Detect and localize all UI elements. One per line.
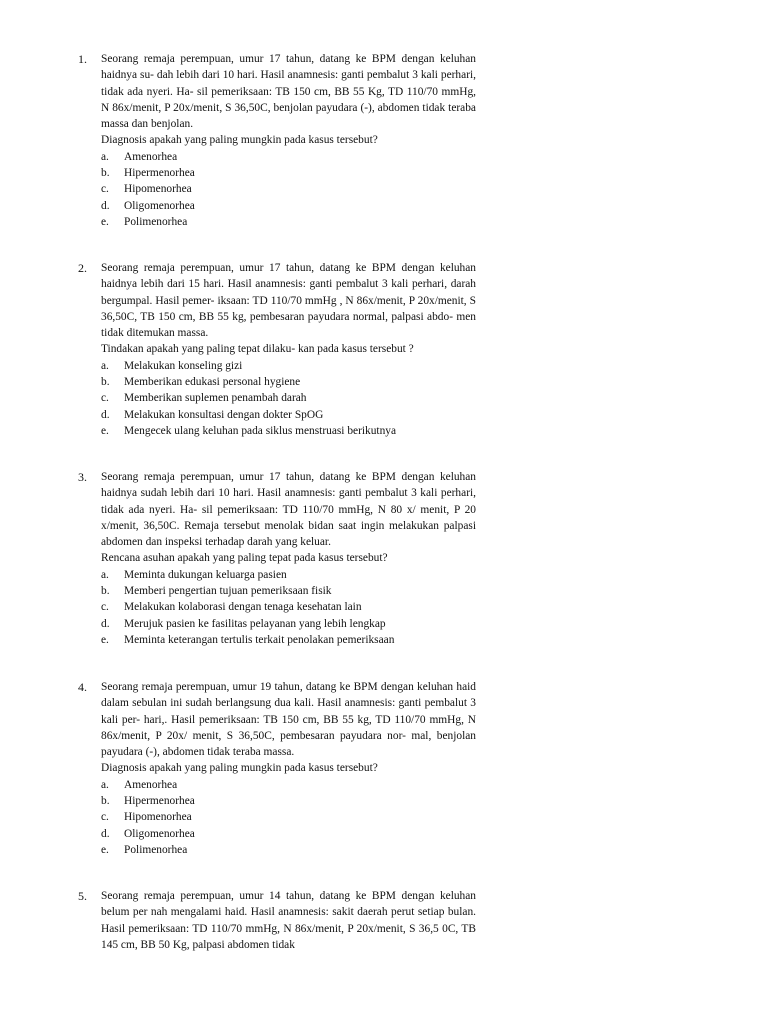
option-d	[101, 407, 476, 423]
option-list	[101, 567, 476, 648]
question-number: 2.	[78, 261, 87, 275]
option-letter: d.	[101, 617, 110, 630]
option-text: Merujuk pasien ke fasilitas pelayanan yang lebih lengkap	[124, 617, 386, 630]
option-list	[101, 149, 476, 230]
option-list	[101, 358, 476, 439]
option-c	[101, 599, 476, 615]
option-d	[101, 616, 476, 632]
option-d	[101, 198, 476, 214]
question-body	[101, 260, 476, 439]
option-letter: a.	[101, 568, 109, 581]
question-prompt: Rencana asuhan apakah yang paling tepat pada kasus tersebut?	[101, 552, 388, 565]
option-a	[101, 358, 476, 374]
option-e	[101, 842, 476, 858]
option-text: Hipomenorhea	[124, 183, 192, 196]
option-b	[101, 583, 476, 599]
option-letter: c.	[101, 392, 109, 405]
question-prompt: Tindakan apakah yang paling tepat dilaku- kan pada kasus tersebut ?	[101, 343, 414, 356]
option-list	[101, 777, 476, 858]
option-text: Polimenorhea	[124, 215, 188, 228]
option-letter: a.	[101, 150, 109, 163]
option-e	[101, 214, 476, 230]
question-body	[101, 51, 476, 230]
option-b	[101, 165, 476, 181]
option-letter: d.	[101, 408, 110, 421]
option-text: Oligomenorhea	[124, 199, 195, 212]
option-text: Melakukan konsultasi dengan dokter SpOG	[124, 408, 324, 421]
option-text: Memberi pengertian tujuan pemeriksaan fisik	[124, 585, 332, 598]
question-body	[101, 679, 476, 858]
option-a	[101, 567, 476, 583]
option-letter: a.	[101, 359, 109, 372]
option-letter: e.	[101, 424, 109, 437]
option-letter: b.	[101, 167, 110, 180]
question-prompt: Diagnosis apakah yang paling mungkin pada kasus tersebut?	[101, 762, 378, 775]
option-letter: c.	[101, 183, 109, 196]
question-number: 1.	[78, 52, 87, 66]
option-text: Oligomenorhea	[124, 827, 195, 840]
option-letter: e.	[101, 633, 109, 646]
question-text: Seorang remaja perempuan, umur 17 tahun, datang ke BPM dengan keluhan haidnya lebih dari 15 hari. Hasil anamnesis: ganti pembalut 3 kali perhari, darah bergumpal. Hasil pemer- iksaan: TD 110/70 mmHg , N 86x/menit, P 20x/menit, S 36,50C, TB 150 cm, BB 55 kg, pembesaran payudara normal, palpasi abdo- men tidak ditemukan massa.	[101, 262, 476, 340]
option-text: Hipomenorhea	[124, 811, 192, 824]
question-body	[101, 469, 476, 648]
option-letter: a.	[101, 778, 109, 791]
option-c	[101, 181, 476, 197]
option-c	[101, 390, 476, 406]
question-text: Seorang remaja perempuan, umur 19 tahun, datang ke BPM dengan keluhan haid dalam sebulan ini sudah berlangsung dua kali. Hasil anamnesis: ganti pembalut 3 kali per- hari,. Hasil pemeriksaan: TB 150 cm, BB 55 kg, TD 110/70 mmHg, N 86x/menit, P 20x/ menit, S 36,50C, pembesaran payudara nor- mal, benjolan payudara (-), abdomen tidak teraba massa.	[101, 681, 476, 759]
option-b	[101, 793, 476, 809]
option-c	[101, 809, 476, 825]
option-a	[101, 777, 476, 793]
option-letter: e.	[101, 843, 109, 856]
question-prompt: Diagnosis apakah yang paling mungkin pada kasus tersebut?	[101, 134, 378, 147]
question-text: Seorang remaja perempuan, umur 17 tahun, datang ke BPM dengan keluhan haidnya sudah lebih dari 10 hari. Hasil anamnesis: ganti pembalut 3 kali perhari, tidak ada nyeri. Ha- sil pemeriksaan: TD 110/70 mmHg, N 80 x/ menit, P 20 x/menit, 36,50C. Remaja tersebut menolak bidan saat ingin melakukan palpasi abdomen dan inspeksi terhadap darah yang keluar.	[101, 471, 476, 549]
option-letter: e.	[101, 215, 109, 228]
option-text: Meminta keterangan tertulis terkait penolakan pemeriksaan	[124, 633, 395, 646]
option-text: Polimenorhea	[124, 843, 188, 856]
option-letter: b.	[101, 585, 110, 598]
option-text: Memberikan edukasi personal hygiene	[124, 376, 301, 389]
option-e	[101, 423, 476, 439]
question-number: 3.	[78, 470, 87, 484]
option-text: Memberikan suplemen penambah darah	[124, 392, 307, 405]
option-letter: b.	[101, 376, 110, 389]
option-text: Hipermenorhea	[124, 167, 195, 180]
option-letter: c.	[101, 811, 109, 824]
option-text: Melakukan konseling gizi	[124, 359, 243, 372]
option-letter: b.	[101, 795, 110, 808]
option-letter: d.	[101, 827, 110, 840]
option-e	[101, 632, 476, 648]
question-text: Seorang remaja perempuan, umur 17 tahun, datang ke BPM dengan keluhan haidnya su- dah lebih dari 10 hari. Hasil anamnesis: ganti pembalut 3 kali perhari, tidak ada nyeri. Ha- sil pemeriksaan: TB 150 cm, BB 55 Kg, TD 110/70 mmHg, N 86x/menit, P 20x/menit, S 36,50C, benjolan payudara (-), abdomen tidak teraba massa dan benjolan.	[101, 53, 476, 131]
option-d	[101, 826, 476, 842]
option-b	[101, 374, 476, 390]
option-letter: d.	[101, 199, 110, 212]
option-a	[101, 149, 476, 165]
question-body	[101, 888, 476, 953]
option-text: Amenorhea	[124, 150, 178, 163]
question-text: Seorang remaja perempuan, umur 14 tahun, datang ke BPM dengan keluhan belum per nah mengalami haid. Hasil anamnesis: sakit daerah perut setiap bulan. Hasil pemeriksaan: TD 110/70 mmHg, N 86x/menit, P 20x/menit, S 36,5 0C, TB 145 cm, BB 50 Kg, palpasi abdomen tidak	[101, 890, 476, 951]
option-text: Melakukan kolaborasi dengan tenaga kesehatan lain	[124, 601, 362, 614]
question-number: 5.	[78, 889, 87, 903]
option-text: Amenorhea	[124, 778, 178, 791]
option-text: Meminta dukungan keluarga pasien	[124, 568, 287, 581]
option-letter: c.	[101, 601, 109, 614]
option-text: Hipermenorhea	[124, 795, 195, 808]
question-number: 4.	[78, 680, 87, 694]
option-text: Mengecek ulang keluhan pada siklus menstruasi berikutnya	[124, 424, 397, 437]
